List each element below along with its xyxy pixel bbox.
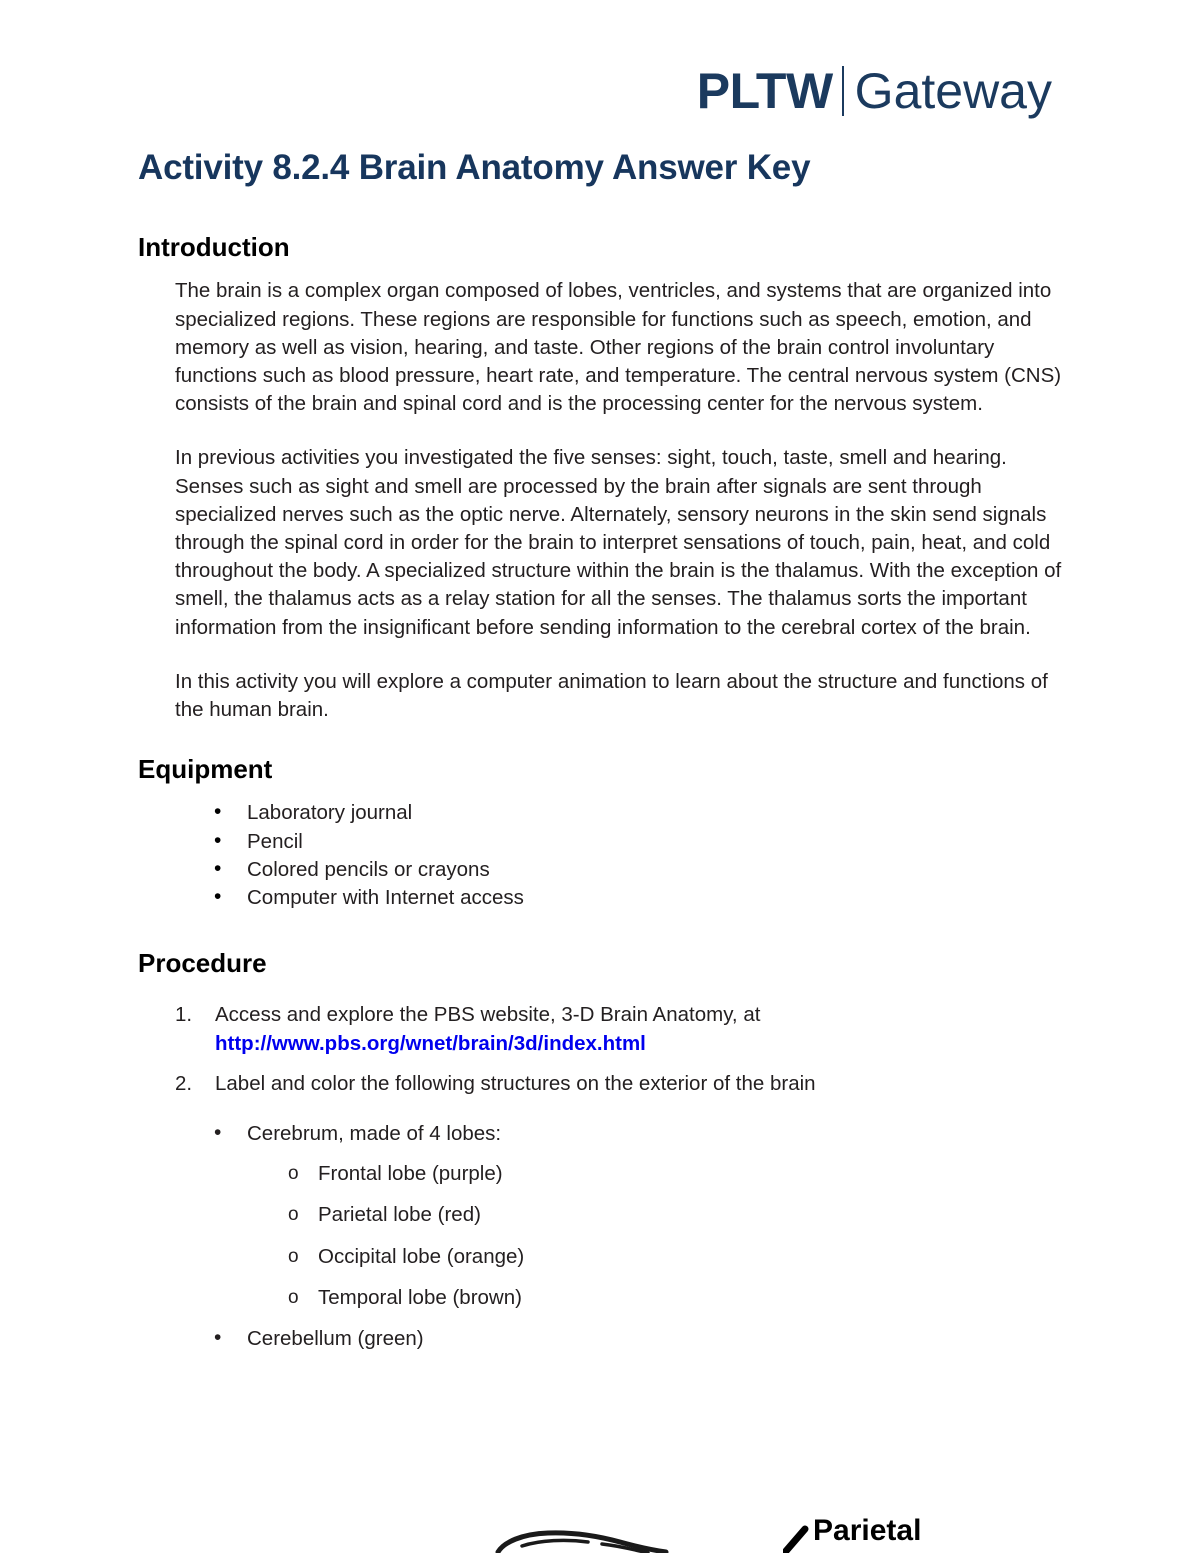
intro-paragraph-2: In previous activities you investigated the five senses: sight, touch, taste, smell and hearing. Senses such as sight and smell are processed by the brain after signals are sent through specialized nerves such as the optic nerve. Alternately, sensory neurons in the skin send signals through the spinal cord in order for the brain to interpret sensations of touch, pain, heat, and cold throughout the body. A specialized structure within the brain is the thalamus. With the exception of smell, the thalamus acts as a relay station for all the senses. The thalamus sorts the important information from the insignificant before sending information to the cerebral cortex of the brain. xyxy=(175,446,1062,639)
list-item xyxy=(138,1120,1068,1312)
section-heading-equipment: Equipment xyxy=(138,754,273,785)
logo-gateway-text: Gateway xyxy=(854,63,1052,119)
list-item: • Computer with Internet access xyxy=(138,884,1068,912)
leader-line-icon xyxy=(783,1522,813,1553)
list-item: • Colored pencils or crayons xyxy=(138,856,1068,884)
brain-outline-icon xyxy=(470,1490,770,1553)
list-item: o Temporal lobe (brown) xyxy=(247,1284,1068,1312)
pltw-gateway-logo xyxy=(697,62,1052,120)
procedure-list xyxy=(138,1001,1068,1098)
list-item: • Pencil xyxy=(138,828,1068,856)
figure-label-parietal: Parietal xyxy=(813,1514,922,1547)
structure-label-cerebrum: Cerebrum, made of 4 lobes: xyxy=(247,1122,502,1146)
section-heading-introduction: Introduction xyxy=(138,232,290,263)
list-item: • Cerebellum (green) xyxy=(138,1325,1068,1353)
cerebrum-lobe-list xyxy=(247,1160,1068,1312)
list-item: • Laboratory journal xyxy=(138,799,1068,827)
structure-list xyxy=(138,1120,1068,1353)
procedure-step-1 xyxy=(138,1001,1068,1057)
leader-line-stroke xyxy=(783,1522,813,1553)
list-item: o Parietal lobe (red) xyxy=(247,1201,1068,1229)
procedure-step-1-text: Access and explore the PBS website, 3-D Brain Anatomy, at xyxy=(215,1003,761,1027)
logo-divider xyxy=(842,66,844,116)
page-title: Activity 8.2.4 Brain Anatomy Answer Key xyxy=(138,148,811,187)
equipment-list xyxy=(138,799,1068,912)
intro-paragraph-1: The brain is a complex organ composed of lobes, ventricles, and systems that are organized into specialized regions. These regions are responsible for functions such as speech, emotion, and memory as well as vision, hearing, and taste. Other regions of the brain control involuntary functions such as blood pressure, heart rate, and temperature. The central nervous system (CNS) consists of the brain and spinal cord and is the processing center for the nervous system. xyxy=(175,279,1062,416)
logo-pltw-text: PLTW xyxy=(696,63,833,119)
procedure-step-2-text: Label and color the following structures on the exterior of the brain xyxy=(215,1071,816,1095)
pbs-brain-anatomy-link[interactable]: http://www.pbs.org/wnet/brain/3d/index.html xyxy=(215,1031,646,1055)
document-content xyxy=(138,148,1068,1357)
intro-paragraph-3: In this activity you will explore a computer animation to learn about the structure and functions of the human brain. xyxy=(175,669,1048,722)
brain-diagram-figure xyxy=(0,1490,1200,1553)
section-heading-procedure: Procedure xyxy=(138,948,267,979)
list-item: o Occipital lobe (orange) xyxy=(247,1243,1068,1271)
list-item: o Frontal lobe (purple) xyxy=(247,1160,1068,1188)
procedure-step-2 xyxy=(138,1070,1068,1098)
